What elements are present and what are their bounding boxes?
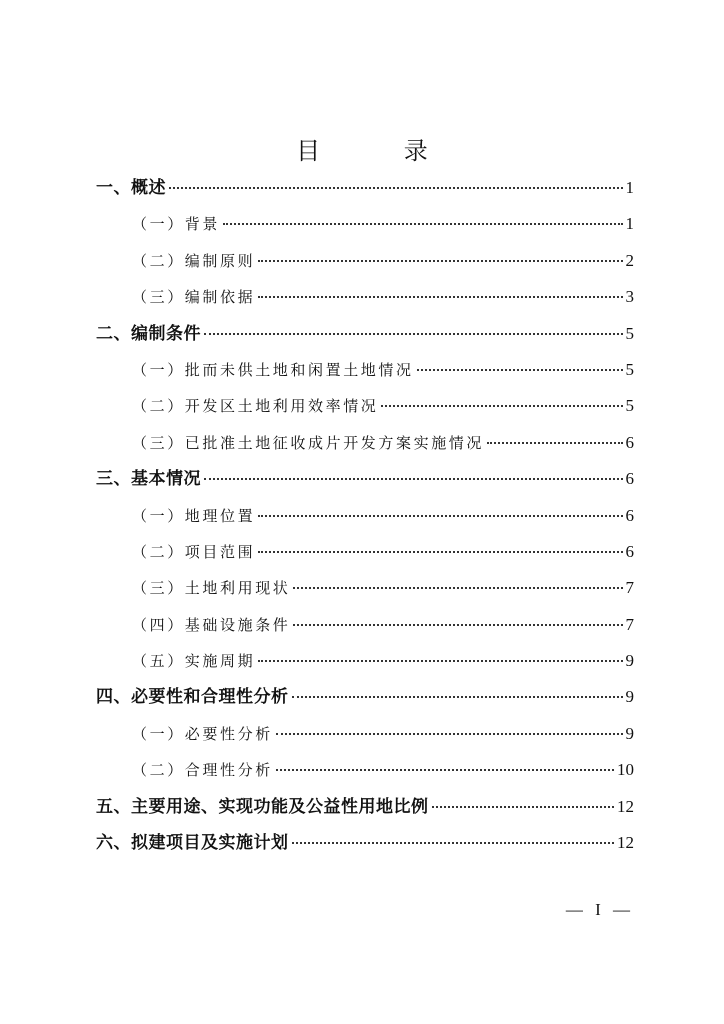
toc-dot-leader xyxy=(293,624,622,626)
page-title: 目 录 xyxy=(296,137,466,165)
toc-dot-leader xyxy=(169,187,623,189)
table-of-contents xyxy=(96,170,634,861)
toc-chapter-entry[interactable] xyxy=(96,316,634,352)
toc-section-entry[interactable] xyxy=(96,206,634,242)
toc-entry-title: （五）实施周期 xyxy=(132,652,256,671)
toc-page-number: 5 xyxy=(625,323,634,343)
toc-page-number: 5 xyxy=(625,359,634,379)
toc-page-number: 9 xyxy=(625,723,634,743)
toc-dot-leader xyxy=(258,551,622,553)
toc-dot-leader xyxy=(204,478,623,480)
toc-section-entry[interactable] xyxy=(96,279,634,315)
toc-entry-title: （二）合理性分析 xyxy=(132,761,273,780)
toc-chapter-entry[interactable] xyxy=(96,679,634,715)
toc-dot-leader xyxy=(276,769,614,771)
toc-entry-title: 六、拟建项目及实施计划 xyxy=(96,833,289,854)
toc-dot-leader xyxy=(292,696,623,698)
toc-dot-leader xyxy=(487,442,622,444)
toc-entry-title: （二）项目范围 xyxy=(132,542,256,561)
toc-chapter-entry[interactable] xyxy=(96,789,634,825)
toc-dot-leader xyxy=(432,806,615,808)
toc-dot-leader xyxy=(293,587,622,589)
toc-dot-leader xyxy=(417,369,623,371)
toc-entry-title: 五、主要用途、实现功能及公益性用地比例 xyxy=(96,796,429,817)
toc-entry-title: （三）土地利用现状 xyxy=(132,579,291,598)
toc-entry-title: 一、概述 xyxy=(96,178,166,198)
toc-page-number: 6 xyxy=(625,505,634,525)
toc-section-entry[interactable] xyxy=(96,388,634,424)
toc-page-number: 6 xyxy=(625,432,634,452)
toc-section-entry[interactable] xyxy=(96,607,634,643)
toc-page-number: 9 xyxy=(625,687,634,707)
toc-section-entry[interactable] xyxy=(96,643,634,679)
toc-section-entry[interactable] xyxy=(96,570,634,606)
toc-page-number: 7 xyxy=(625,578,634,598)
toc-section-entry[interactable] xyxy=(96,534,634,570)
toc-chapter-entry[interactable] xyxy=(96,825,634,861)
toc-dot-leader xyxy=(204,333,623,335)
toc-page-number: 1 xyxy=(625,178,634,197)
toc-dot-leader xyxy=(276,733,623,735)
toc-page-number: 1 xyxy=(625,214,634,234)
toc-entry-title: 二、编制条件 xyxy=(96,323,201,344)
toc-page-number: 7 xyxy=(625,614,634,634)
toc-entry-title: 四、必要性和合理性分析 xyxy=(96,687,289,708)
toc-page-number: 10 xyxy=(617,760,634,780)
toc-page-number: 6 xyxy=(625,469,634,489)
toc-entry-title: （一）背景 xyxy=(132,215,221,234)
toc-entry-title: （二）开发区土地利用效率情况 xyxy=(132,397,379,416)
toc-page-number: 12 xyxy=(617,796,634,816)
toc-entry-title: （三）已批准土地征收成片开发方案实施情况 xyxy=(132,433,485,452)
toc-dot-leader xyxy=(258,260,622,262)
toc-entry-title: （一）必要性分析 xyxy=(132,724,273,743)
toc-dot-leader xyxy=(223,223,622,225)
toc-section-entry[interactable] xyxy=(96,352,634,388)
toc-entry-title: （一）地理位置 xyxy=(132,506,256,525)
toc-page-number: 5 xyxy=(625,396,634,416)
toc-dot-leader xyxy=(258,296,622,298)
page-footer: — I — xyxy=(565,900,634,919)
toc-page-number: 12 xyxy=(617,833,634,853)
toc-dot-leader xyxy=(258,660,622,662)
toc-section-entry[interactable] xyxy=(96,498,634,534)
toc-page-number: 2 xyxy=(625,250,634,270)
toc-section-entry[interactable] xyxy=(96,243,634,279)
toc-entry-title: （二）编制原则 xyxy=(132,251,256,270)
toc-section-entry[interactable] xyxy=(96,716,634,752)
toc-dot-leader xyxy=(258,515,622,517)
toc-dot-leader xyxy=(381,405,622,407)
toc-entry-title: （四）基础设施条件 xyxy=(132,615,291,634)
toc-page-number: 3 xyxy=(625,287,634,307)
toc-chapter-entry[interactable] xyxy=(96,170,634,206)
toc-entry-title: （一）批而未供土地和闲置土地情况 xyxy=(132,360,414,379)
toc-chapter-entry[interactable] xyxy=(96,461,634,497)
toc-section-entry[interactable] xyxy=(96,425,634,461)
toc-section-entry[interactable] xyxy=(96,752,634,788)
toc-entry-title: （三）编制依据 xyxy=(132,288,256,307)
toc-entry-title: 三、基本情况 xyxy=(96,469,201,490)
toc-page-number: 6 xyxy=(625,541,634,561)
toc-dot-leader xyxy=(292,842,615,844)
toc-page-number: 9 xyxy=(625,651,634,671)
